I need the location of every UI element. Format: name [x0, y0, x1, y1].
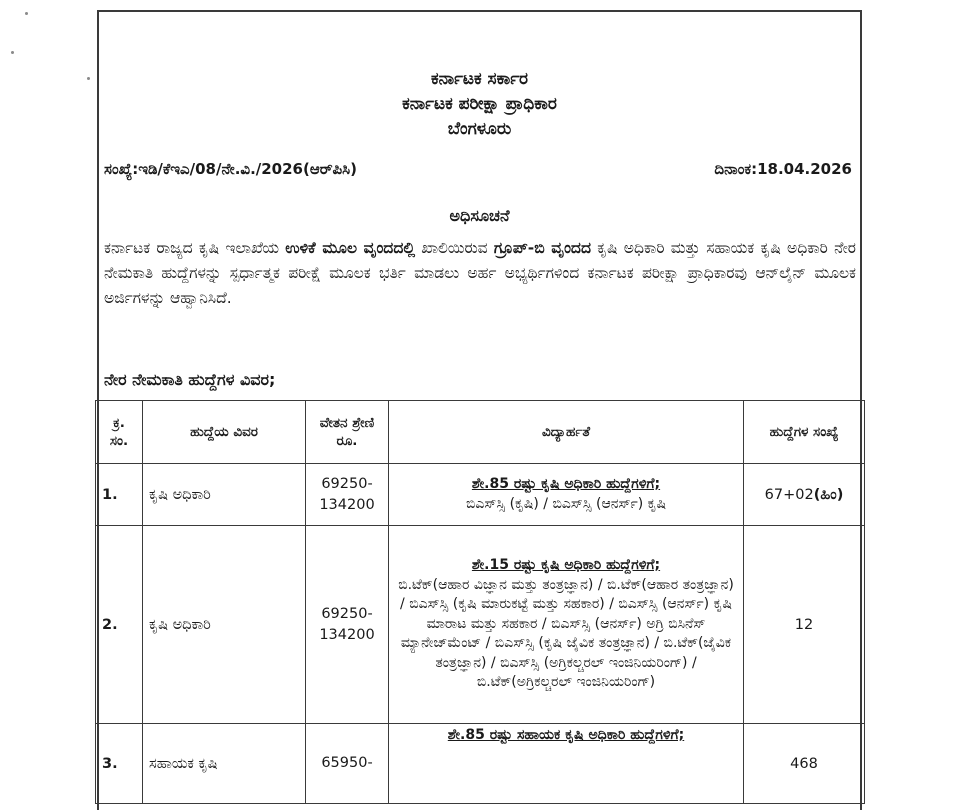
pay-scale: 69250-134200	[306, 526, 389, 724]
count-value: 12	[794, 616, 814, 633]
post-name: ಕೃಷಿ ಅಧಿಕಾರಿ	[143, 464, 306, 526]
city-title: ಬೆಂಗಳೂರು	[447, 119, 512, 139]
sl-no: 1.	[96, 464, 143, 526]
para-bold-text: ಗ್ರೂಪ್-ಬಿ ವೃಂದದ	[493, 239, 591, 257]
para-text: ಖಾಲಿಯಿರುವ	[415, 239, 494, 257]
pay-scale: 65950-	[306, 724, 389, 804]
post-count	[744, 526, 865, 724]
posts-table	[95, 400, 865, 804]
qualification	[389, 724, 744, 804]
qualification-heading: ಶೇ.85 ರಷ್ಟು ಸಹಾಯಕ ಕೃಷಿ ಅಧಿಕಾರಿ ಹುದ್ದೆಗಳಿಗೆ;	[447, 727, 685, 743]
table-header-row	[96, 401, 865, 464]
table-row	[96, 724, 865, 804]
para-text: ಕೃಷಿ ಅಧಿಕಾರಿ ಮತ್ತು ಸಹಾಯಕ ಕೃಷಿ ಅಧಿಕಾರಿ ನೇರ ನೇಮಕಾತಿ ಹುದ್ದೆಗಳನ್ನು ಸ್ಪರ್ಧಾತ್ಮಕ ಪರೀಕ್ಷೆ ಮೂಲಕ ಭರ್ತಿ ಮಾಡಲು ಅರ್ಹ ಅಭ್ಯರ್ಥಿಗಳಿಂದ ಕರ್ನಾಟಕ ಪರೀಕ್ಷಾ ಪ್ರಾಧಿಕಾರವು ಆನ್‌ಲೈನ್ ಮೂಲಕ ಅರ್ಜಿಗಳನ್ನು ಆಹ್ವಾನಿಸಿದೆ.	[104, 239, 856, 307]
table-row	[96, 526, 865, 724]
authority-title: ಕರ್ನಾಟಕ ಪರೀಕ್ಷಾ ಪ್ರಾಧಿಕಾರ	[402, 94, 557, 114]
notice-title: ಅಧಿಸೂಚನೆ	[449, 206, 510, 225]
qualification	[389, 464, 744, 526]
header-qualification: ವಿದ್ಯಾರ್ಹತೆ	[389, 401, 744, 464]
scan-speck	[11, 51, 14, 54]
notice-paragraph	[104, 236, 856, 311]
qualification-text: ಬಿ.ಟೆಕ್(ಆಹಾರ ವಿಜ್ಞಾನ ಮತ್ತು ತಂತ್ರಜ್ಞಾನ) / ಬಿ.ಟೆಕ್(ಆಹಾರ ತಂತ್ರಜ್ಞಾನ) / ಬಿಎಸ್‌ಸ್ಸಿ (ಕೃಷಿ ಮಾರುಕಟ್ಟೆ ಮತ್ತು ಸಹಕಾರ) / ಬಿಎಸ್‌ಸ್ಸಿ (ಆನರ್ಸ್) ಕೃಷಿ ಮಾರಾಟ ಮತ್ತು ಸಹಕಾರ / ಬಿಎಸ್‌ಸ್ಸಿ (ಆನರ್ಸ್) ಅಗ್ರಿ ಬಿಸಿನೆಸ್ ಮ್ಯಾನೇಜ್‌ಮೆಂಟ್ / ಬಿಎಸ್‌ಸ್ಸಿ (ಕೃಷಿ ಜೈವಿಕ ತಂತ್ರಜ್ಞಾನ) / ಬಿ.ಟೆಕ್(ಜೈವಿಕ ತಂತ್ರಜ್ಞಾನ) / ಬಿಎಸ್‌ಸ್ಸಿ (ಅಗ್ರಿಕಲ್ಚರಲ್ ಇಂಜಿನಿಯರಿಂಗ್) / ಬಿ.ಟೆಕ್(ಅಗ್ರಿಕಲ್ಚರಲ್ ಇಂಜಿನಿಯರಿಂಗ್)	[398, 576, 734, 691]
notice-date: ದಿನಾಂಕ:18.04.2026	[714, 160, 852, 178]
post-name: ಸಹಾಯಕ ಕೃಷಿ	[143, 724, 306, 804]
qualification-heading: ಶೇ.15 ರಷ್ಟು ಕೃಷಿ ಅಧಿಕಾರಿ ಹುದ್ದೆಗಳಿಗೆ;	[471, 557, 661, 574]
header-sl-no: ಕ್ರ. ಸಂ.	[96, 401, 143, 464]
post-count	[744, 724, 865, 804]
qualification	[389, 526, 744, 724]
sl-no: 2.	[96, 526, 143, 724]
scan-speck	[87, 77, 90, 80]
count-suffix: (ಹಿಂ)	[813, 486, 844, 503]
post-name: ಕೃಷಿ ಅಧಿಕಾರಿ	[143, 526, 306, 724]
header-pay-scale: ವೇತನ ಶ್ರೇಣಿ ರೂ.	[306, 401, 389, 464]
post-count	[744, 464, 865, 526]
para-text: ಕರ್ನಾಟಕ ರಾಜ್ಯದ ಕೃಷಿ ಇಲಾಖೆಯ	[104, 239, 286, 257]
table-row	[96, 464, 865, 526]
section-title: ನೇರ ನೇಮಕಾತಿ ಹುದ್ದೆಗಳ ವಿವರ;	[104, 370, 276, 389]
count-value: 67+02	[764, 486, 814, 503]
header-count: ಹುದ್ದೆಗಳ ಸಂಖ್ಯೆ	[744, 401, 865, 464]
qualification-heading: ಶೇ.85 ರಷ್ಟು ಕೃಷಿ ಅಧಿಕಾರಿ ಹುದ್ದೆಗಳಿಗೆ;	[471, 476, 661, 492]
sl-no: 3.	[96, 724, 143, 804]
reference-number: ಸಂಖ್ಯೆ:ಇಡಿ/ಕೆಇಎ/08/ನೇ.ವಿ./2026(ಆರ್‌ಪಿಸಿ)	[104, 160, 357, 178]
para-bold-text: ಉಳಿಕೆ ಮೂಲ ವೃಂದದಲ್ಲಿ	[285, 239, 416, 257]
count-value: 468	[790, 755, 818, 772]
qualification-text: ಬಿಎಸ್‌ಸ್ಸಿ (ಕೃಷಿ) / ಬಿಎಸ್‌ಸ್ಸಿ (ಆನರ್ಸ್) ಕೃಷಿ	[465, 495, 667, 512]
govt-title: ಕರ್ನಾಟಕ ಸರ್ಕಾರ	[430, 69, 529, 89]
header-post: ಹುದ್ದೆಯ ವಿವರ	[143, 401, 306, 464]
pay-scale: 69250-134200	[306, 464, 389, 526]
scan-speck	[25, 12, 28, 15]
